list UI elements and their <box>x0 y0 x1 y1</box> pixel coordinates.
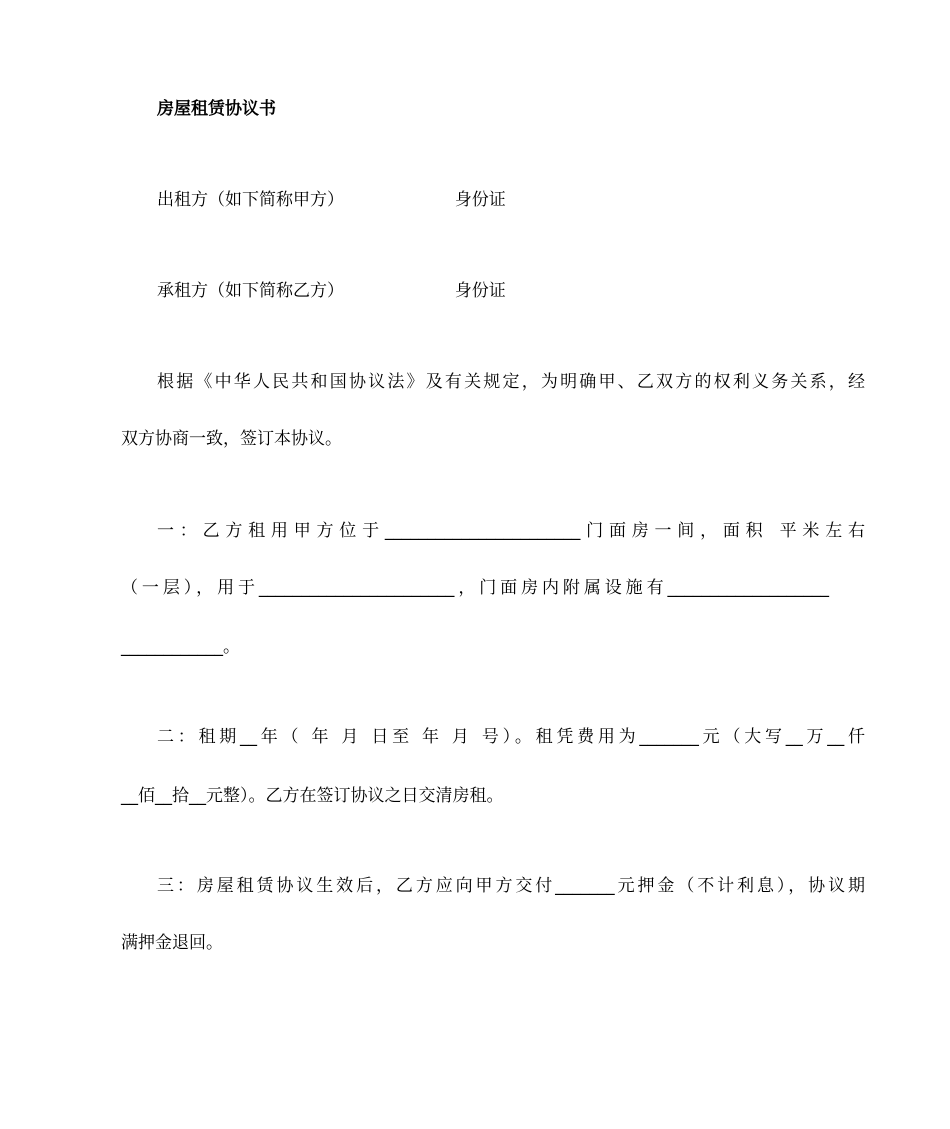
clause-2-line-1: 二：租期__年（ 年 月 日至 年 月 号）。租凭费用为_______元（大写__万__仟 <box>157 727 865 747</box>
preamble-line-1: 根据《中华人民共和国协议法》及有关规定，为明确甲、乙双方的权利义务关系，经 <box>157 372 865 392</box>
clause-1-line-1: 一：乙方租用甲方位于_______________________门面房一间，面积 平米左右 <box>157 521 865 541</box>
clause-1-line-2: （一层），用于_______________________，门面房内附属设施有___________________ <box>121 578 829 598</box>
lessor-label: 出租方（如下简称甲方） <box>157 190 344 210</box>
clause-1-line-3: ____________。 <box>121 637 240 657</box>
clause-3-line-2: 满押金退回。 <box>121 933 223 953</box>
lessee-id-label: 身份证 <box>454 281 506 301</box>
preamble-line-2: 双方协商一致，签订本协议。 <box>121 429 342 449</box>
lessee-label: 承租方（如下简称乙方） <box>157 281 344 301</box>
lessor-id-label: 身份证 <box>454 190 506 210</box>
document-title: 房屋租赁协议书 <box>157 99 276 119</box>
clause-2-line-2: __佰__拾__元整）。乙方在签订协议之日交清房租。 <box>121 786 504 806</box>
clause-3-line-1: 三：房屋租赁协议生效后，乙方应向甲方交付_______元押金（不计利息），协议期 <box>157 876 865 896</box>
